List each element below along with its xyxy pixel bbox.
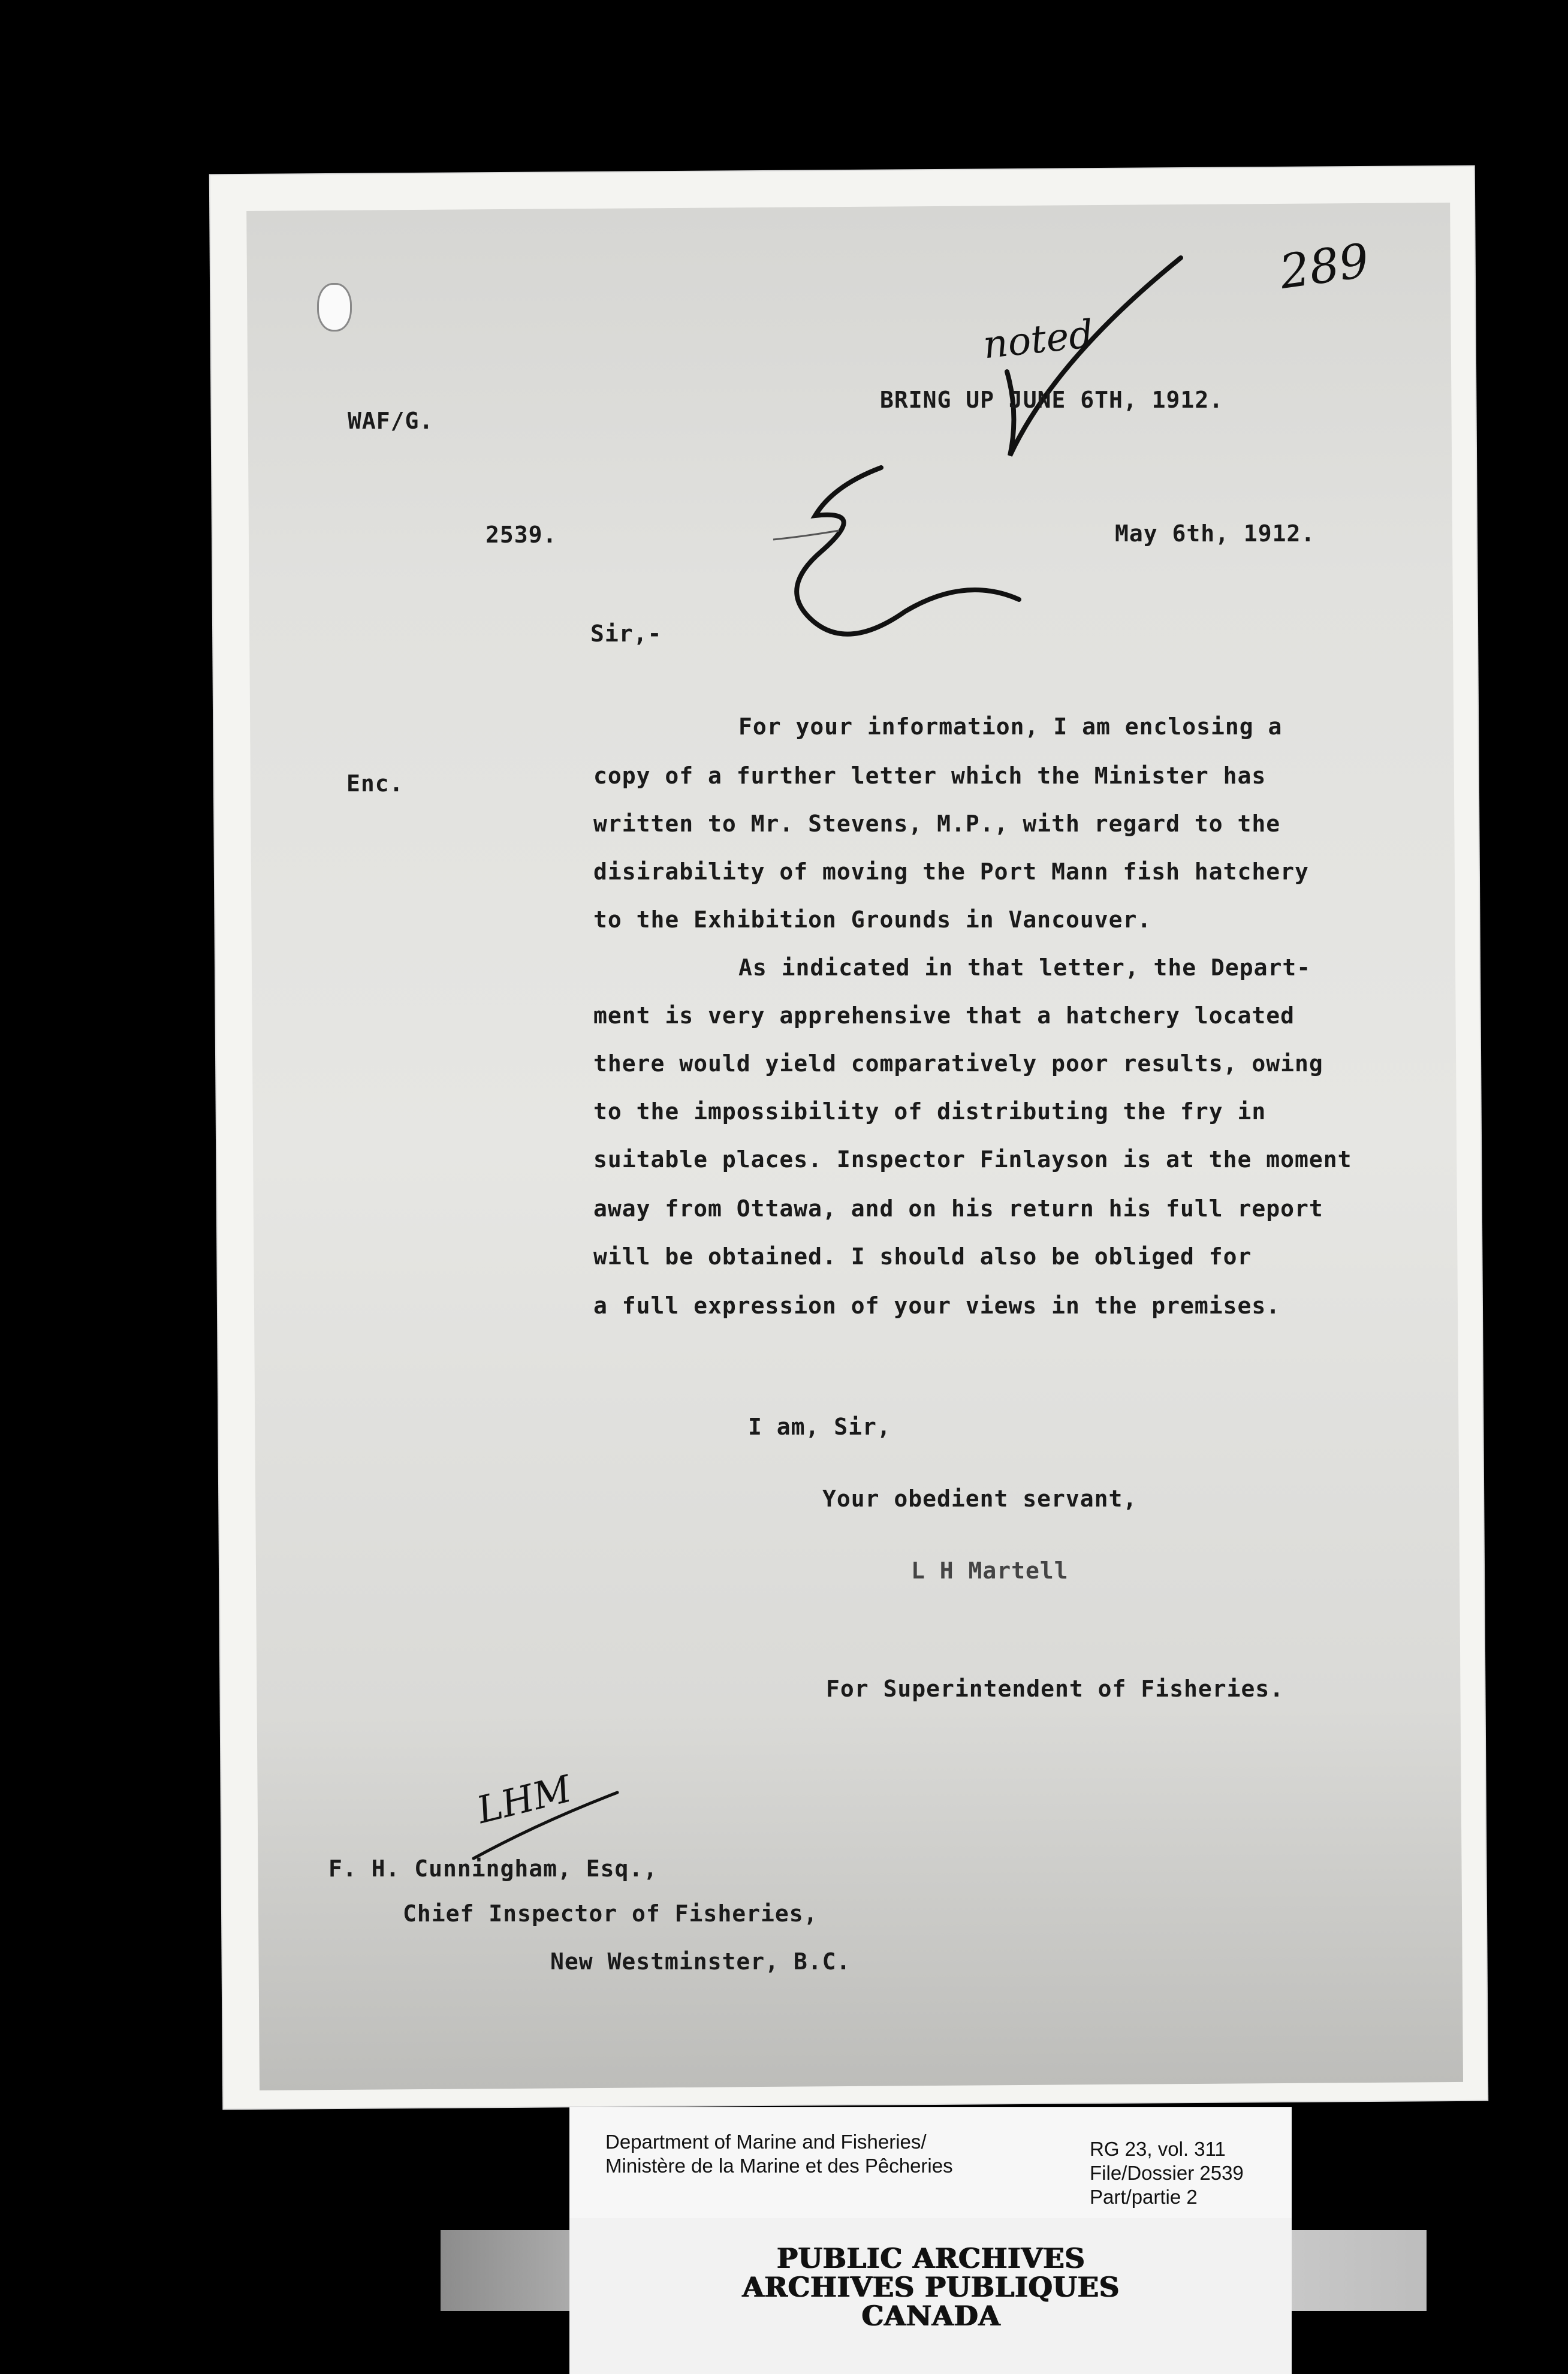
check-mark-icon: [983, 252, 1199, 468]
handwritten-initials: LHM: [472, 1766, 576, 1833]
closing-line: Your obedient servant,: [822, 1486, 1138, 1512]
label-department: Ministère de la Marine et des Pêcheries: [605, 2155, 953, 2177]
typed-signature: L H Martell: [911, 1557, 1069, 1584]
punch-hole: [319, 285, 350, 330]
archive-stamp: [569, 2218, 1292, 2374]
stamp-line: PUBLIC ARCHIVES: [776, 2242, 1085, 2274]
handwritten-page-number: 289: [1276, 234, 1373, 300]
handwritten-e-mark-icon: [767, 462, 1043, 659]
letter-date: May 6th, 1912.: [1115, 520, 1316, 547]
label-reference: Part/partie 2: [1090, 2186, 1198, 2208]
signature-title: For Superintendent of Fisheries.: [826, 1676, 1284, 1702]
label-department: Department of Marine and Fisheries/: [605, 2131, 927, 2153]
handwritten-noted: noted: [981, 312, 1096, 368]
addressee-line: New Westminster, B.C.: [550, 1948, 851, 1975]
body-line: copy of a further letter which the Minister has: [593, 763, 1267, 789]
body-line: to the Exhibition Grounds in Vancouver.: [593, 906, 1152, 933]
label-reference: File/Dossier 2539: [1090, 2162, 1244, 2184]
closing-line: I am, Sir,: [748, 1414, 891, 1440]
body-line: a full expression of your views in the premises.: [593, 1293, 1281, 1319]
letter-page: [210, 167, 1487, 2109]
body-line: will be obtained. I should also be obliged for: [593, 1243, 1252, 1270]
stamp-line: ARCHIVES PUBLIQUES: [741, 2271, 1120, 2303]
body-line: there would yield comparatively poor results, owing: [593, 1050, 1323, 1077]
body-line: suitable places. Inspector Finlayson is at the moment: [593, 1146, 1352, 1173]
initials-underline-icon: [468, 1786, 623, 1864]
salutation: Sir,-: [590, 620, 662, 647]
archive-label: [569, 2107, 1292, 2230]
header-reference: WAF/G.: [348, 408, 434, 434]
body-line: disirability of moving the Port Mann fish hatchery: [593, 858, 1309, 885]
body-line: away from Ottawa, and on his return his full report: [593, 1195, 1323, 1222]
bring-up-note: BRING UP JUNE 6TH, 1912.: [880, 387, 1224, 413]
enclosure-note: Enc.: [346, 770, 404, 797]
file-number: 2539.: [486, 522, 557, 548]
addressee-line: Chief Inspector of Fisheries,: [403, 1900, 818, 1927]
body-line: ment is very apprehensive that a hatchery located: [593, 1002, 1295, 1029]
body-line: As indicated in that letter, the Depart-: [738, 954, 1311, 981]
addressee-line: F. H. Cunningham, Esq.,: [328, 1855, 658, 1882]
body-line: to the impossibility of distributing the fry in: [593, 1098, 1267, 1125]
body-line: written to Mr. Stevens, M.P., with regard to the: [593, 811, 1281, 837]
body-line: For your information, I am enclosing a: [738, 713, 1283, 740]
stamp-line: CANADA: [861, 2300, 1000, 2332]
label-reference: RG 23, vol. 311: [1090, 2138, 1226, 2160]
